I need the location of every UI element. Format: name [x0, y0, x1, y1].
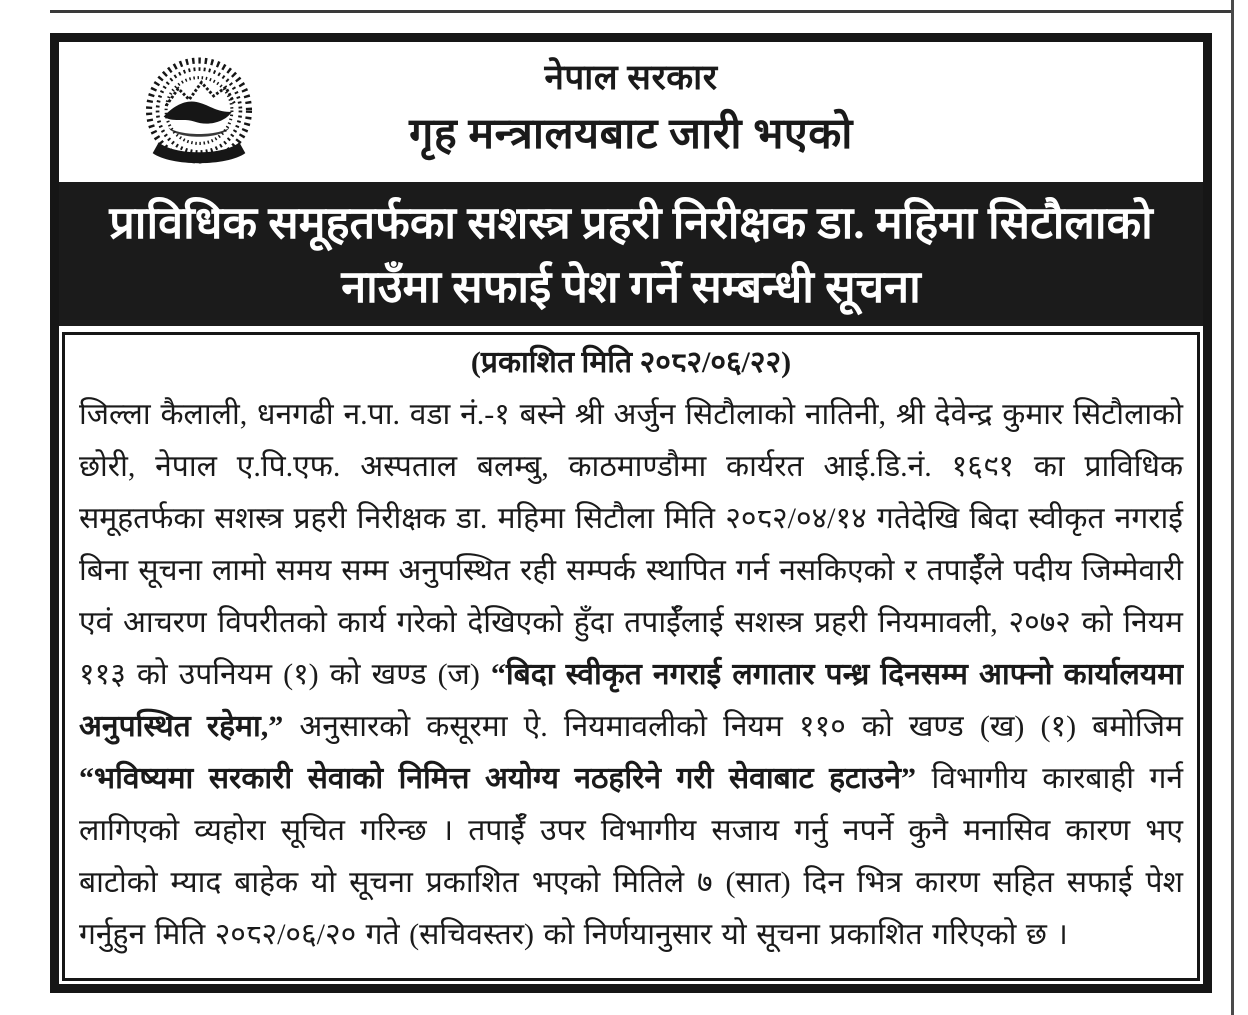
notice-title-line-2: नाउँमा सफाई पेश गर्ने सम्बन्धी सूचना [341, 262, 921, 312]
top-horizontal-rule [50, 10, 1234, 13]
nepal-government-emblem-icon [131, 52, 267, 180]
paragraph-segment-bold-quote: “भविष्यमा सरकारी सेवाको निमित्त अयोग्य नठहरिने गरी सेवाबाट हटाउने” [79, 762, 917, 795]
paragraph-segment: विभागीय कारबाही गर्न लागिएको व्यहोरा सूचित गरिन्छ । तपाईँ उपर विभागीय सजाय गर्नु नपर्ने कुनै मनासिव कारण भए बाटोको म्याद बाहेक यो सूचना प्रकाशित भएको मितिले ७ (सात) दिन भित्र कारण सहित सफाई पेश गर्नुहुन मिति २०८२/०६/२० गते (सचिवस्तर) को निर्णयानुसार यो सूचना प्रकाशित गरिएको छ । [79, 762, 1183, 951]
paragraph-segment: अनुसारको कसूरमा ऐ. नियमावलीको नियम ११० को खण्ड (ख) (१) बमोजिम [283, 710, 1183, 743]
government-name: नेपाल सरकार [544, 58, 718, 97]
published-date-line: (प्रकाशित मिति २०८२/०६/२२) [470, 346, 792, 379]
notice-box [50, 33, 1212, 993]
paragraph-segment: जिल्ला कैलाली, धनगढी न.पा. वडा नं.-१ बस्ने श्री अर्जुन सिटौलाको नातिनी, श्री देवेन्द्र कुमार सिटौलाको छोरी, नेपाल ए.पि.एफ. अस्पताल बलम्बु, काठमाण्डौमा कार्यरत आई.डि.नं. १६९१ का प्राविधिक समूहतर्फका सशस्त्र प्रहरी निरीक्षक डा. महिमा सिटौला मिति २०८२/०४/१४ गतेदेखि बिदा स्वीकृत नगराई बिना सूचना लामो समय सम्म अनुपस्थित रही सम्पर्क स्थापित गर्न नसकिएको र तपाईँले पदीय जिम्मेवारी एवं आचरण विपरीतको कार्य गरेको देखिएको हुँदा तपाईँलाई सशस्त्र प्रहरी नियमावली, २०७२ को नियम ११३ को उपनियम (१) को खण्ड (ज) [79, 398, 1183, 691]
right-column-rule [1231, 0, 1234, 1015]
paragraph-segment-bold-quote: “बिदा स्वीकृत नगराई लगातार पन्ध्र दिनसम्म आफ्नो कार्यालयमा अनुपस्थित रहेमा,” [79, 658, 1183, 743]
notice-title-line-1: प्राविधिक समूहतर्फका सशस्त्र प्रहरी निरीक्षक डा. महिमा सिटौलाको [109, 198, 1153, 248]
notice-title-banner [59, 182, 1203, 326]
notice-header [59, 42, 1203, 182]
notice-body-box [62, 332, 1200, 981]
issuing-ministry-line: गृह मन्त्रालयबाट जारी भएको [409, 111, 853, 158]
notice-paragraph [79, 389, 1183, 961]
